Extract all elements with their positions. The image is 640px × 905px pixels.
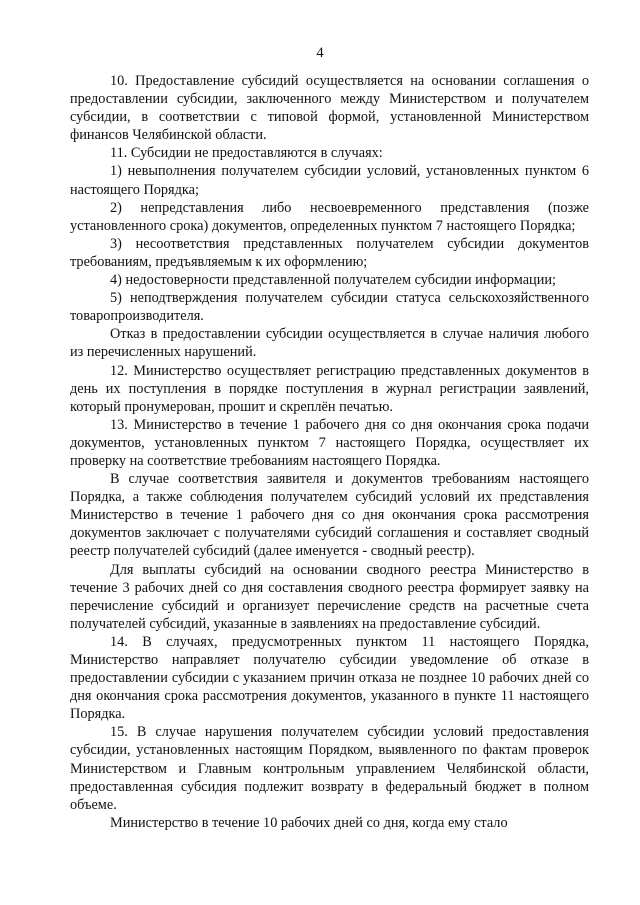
paragraph-refusal: Отказ в предоставлении субсидии осуществляется в случае наличия любого из перечисленных нарушений.: [70, 326, 589, 361]
paragraph-13: 13. Министерство в течение 1 рабочего дня со дня окончания срока подачи документов, установленных пунктом 7 настоящего Порядка, осуществляет их проверку на соответствие требованиям настоящего Порядка.: [70, 416, 589, 469]
paragraph-12: 12. Министерство осуществляет регистрацию представленных документов в день их поступления в порядке поступления в журнал регистрации заявлений, который пронумерован, прошит и скреплён печатью.: [70, 362, 589, 415]
list-item-2: 2) непредставления либо несвоевременного представления (позже установленного срока) документов, определенных пунктом 7 настоящего Порядка;: [70, 199, 589, 234]
paragraph-payment: Для выплаты субсидий на основании сводного реестра Министерство в течение 3 рабочих дней со дня составления сводного реестра формирует заявку на перечисление субсидий и организует перечисление средств на расчетные счета получателей субсидий, указанные в заявлениях на предоставление субсидий.: [70, 561, 589, 632]
paragraph-11-heading: 11. Субсидии не предоставляются в случаях:: [110, 145, 383, 162]
paragraph-10: 10. Предоставление субсидий осуществляется на основании соглашения о предоставлении субсидии, заключенного между Министерством и получателем субсидии, в соответствии с типовой формой, установленной Министерством финансов Челябинской области.: [70, 73, 589, 144]
page-number: 4: [316, 45, 324, 61]
list-item-4: 4) недостоверности представленной получателем субсидии информации;: [110, 272, 556, 289]
list-item-3: 3) несоответствия представленных получателем субсидии документов требованиям, предъявляемым к их оформлению;: [70, 235, 589, 270]
list-item-1: 1) невыполнения получателем субсидии условий, установленных пунктом 6 настоящего Порядка;: [70, 163, 589, 198]
document-body: [70, 72, 589, 832]
paragraph-ministry-continued: Министерство в течение 10 рабочих дней со дня, когда ему стало: [110, 814, 508, 831]
paragraph-compliance: В случае соответствия заявителя и документов требованиям настоящего Порядка, а также соблюдения получателем субсидий условий их представления Министерство в течение 1 рабочего дня со дня окончания срока рассмотрения документов заключает с получателями субсидий соглашения и составляет сводный реестр получателей субсидий (далее именуется - сводный реестр).: [70, 471, 589, 560]
paragraph-14: 14. В случаях, предусмотренных пунктом 11 настоящего Порядка, Министерство направляет получателю субсидии уведомление об отказе в предоставлении субсидии с указанием причин отказа не позднее 10 рабочих дней со дня окончания срока рассмотрения документов, указанного в пункте 11 настоящего Порядка.: [70, 633, 589, 723]
paragraph-15: 15. В случае нарушения получателем субсидии условий предоставления субсидии, установленных настоящим Порядком, выявленного по фактам проверок Министерством и Главным контрольным управлением Челябинской области, предоставленная субсидия подлежит возврату в федеральный бюджет в полном объеме.: [70, 724, 589, 813]
list-item-5: 5) неподтверждения получателем субсидии статуса сельскохозяйственного товаропроизводителя.: [70, 290, 589, 325]
